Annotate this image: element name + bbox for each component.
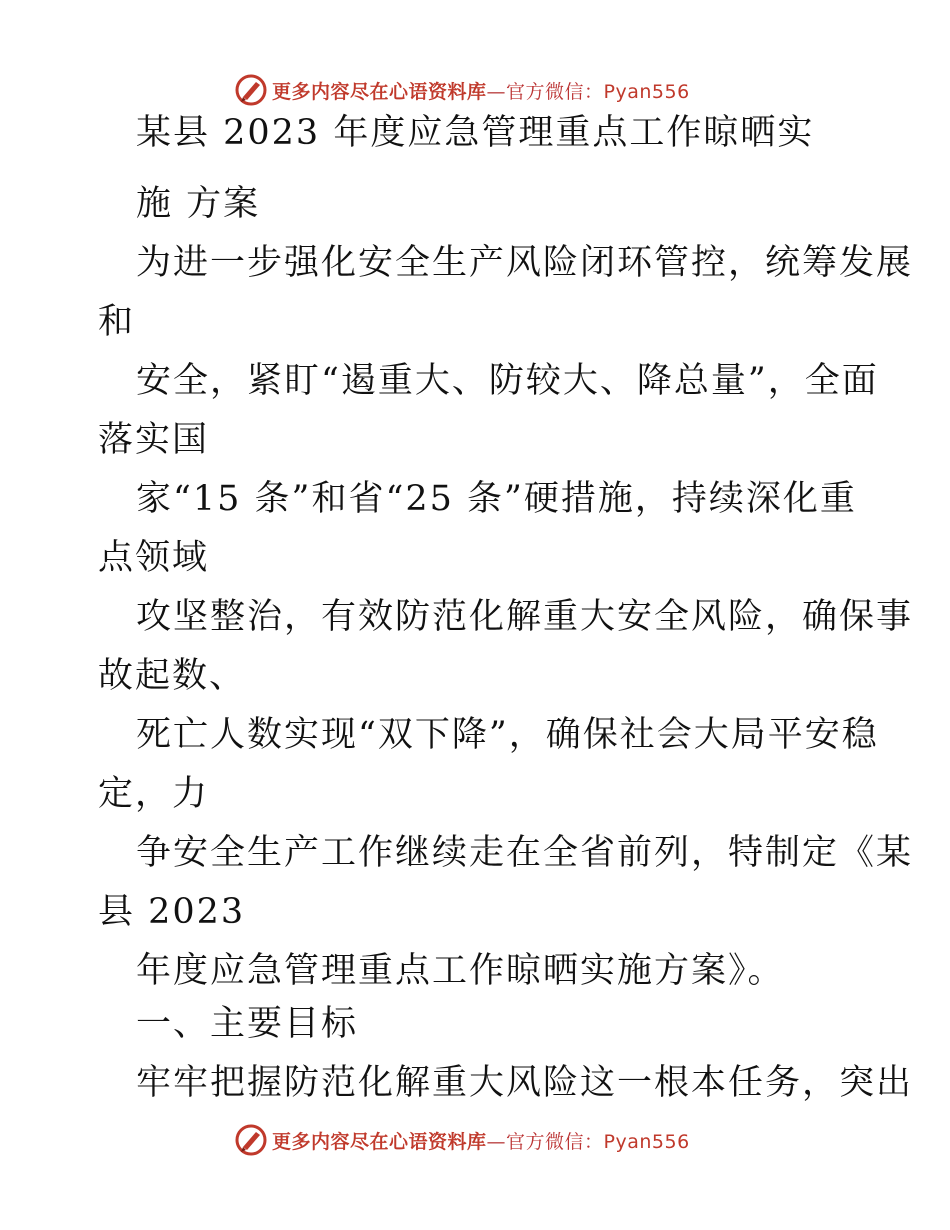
- doc-line-8: 点领域: [98, 538, 210, 578]
- doc-line-7: 家“15 条”和省“25 条”硬措施，持续深化重: [136, 479, 857, 519]
- doc-line-14: 县 2023: [98, 892, 246, 932]
- watermark-separator: —: [486, 80, 507, 103]
- watermark-id: Pyan556: [603, 80, 690, 103]
- doc-line-11: 死亡人数实现“双下降”，确保社会大局平安稳: [136, 715, 879, 755]
- watermark-separator: —: [486, 1130, 507, 1153]
- watermark-id: Pyan556: [603, 1130, 690, 1153]
- doc-line-15: 年度应急管理重点工作晾晒实施方案》。: [136, 951, 785, 991]
- watermark-site: 更多内容尽在心语资料库: [272, 1130, 487, 1153]
- doc-line-10: 故起数、: [98, 656, 247, 696]
- watermark-label: 官方微信：: [506, 1130, 604, 1153]
- doc-line-17: 牢牢把握防范化解重大风险这一根本任务，突出: [136, 1063, 914, 1103]
- watermark-footer: [234, 1122, 690, 1158]
- doc-line-4: 和: [98, 302, 136, 342]
- watermark-site: 更多内容尽在心语资料库: [272, 80, 487, 103]
- doc-line-1: 某县 2023 年度应急管理重点工作晾晒实: [136, 113, 815, 153]
- doc-line-5: 安全，紧盯“遏重大、防较大、降总量”，全面: [136, 361, 879, 401]
- watermark-label: 官方微信：: [506, 80, 604, 103]
- doc-line-2: 施 方案: [136, 184, 261, 224]
- doc-line-6: 落实国: [98, 420, 210, 460]
- logo-icon: [234, 1123, 268, 1157]
- doc-line-12: 定，力: [98, 774, 210, 814]
- doc-line-13: 争安全生产工作继续走在全省前列，特制定《某: [136, 833, 914, 873]
- doc-line-3: 为进一步强化安全生产风险闭环管控，统筹发展: [136, 243, 914, 283]
- watermark-text: [272, 1127, 690, 1154]
- doc-line-16: 一、主要目标: [136, 1004, 359, 1044]
- doc-line-9: 攻坚整治，有效防范化解重大安全风险，确保事: [136, 597, 914, 637]
